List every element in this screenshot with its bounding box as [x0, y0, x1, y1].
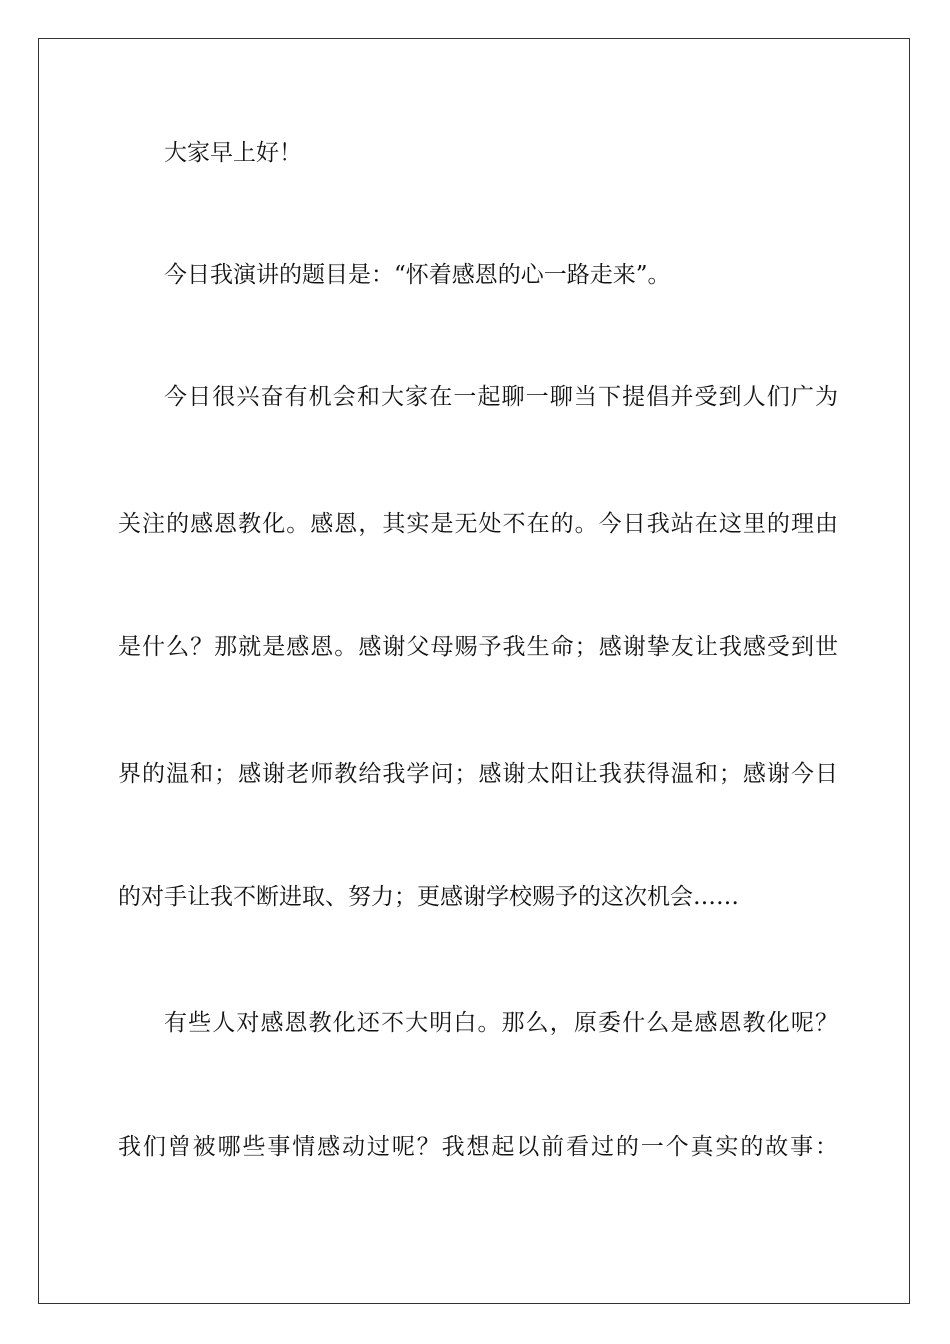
paragraph-1-line-3: 是什么？那就是感恩。感谢父母赐予我生命；感谢挚友让我感受到世 — [118, 634, 838, 660]
page-border — [38, 38, 910, 1304]
paragraph-1-line-2: 关注的感恩教化。感恩，其实是无处不在的。今日我站在这里的理由 — [118, 511, 838, 537]
paragraph-1-line-5: 的对手让我不断进取、努力；更感谢学校赐予的这次机会…… — [118, 884, 739, 910]
paragraph-2-line-2: 我们曾被哪些事情感动过呢？我想起以前看过的一个真实的故事： — [118, 1134, 838, 1160]
speech-title-line: 今日我演讲的题目是：“怀着感恩的心一路走来”。 — [164, 262, 671, 288]
greeting-line: 大家早上好！ — [164, 140, 302, 166]
paragraph-1-line-4: 界的温和；感谢老师教给我学问；感谢太阳让我获得温和；感谢今日 — [118, 761, 838, 787]
paragraph-2-line-1: 有些人对感恩教化还不大明白。那么，原委什么是感恩教化呢？ — [164, 1010, 838, 1036]
paragraph-1-line-1: 今日很兴奋有机会和大家在一起聊一聊当下提倡并受到人们广为 — [164, 384, 838, 410]
